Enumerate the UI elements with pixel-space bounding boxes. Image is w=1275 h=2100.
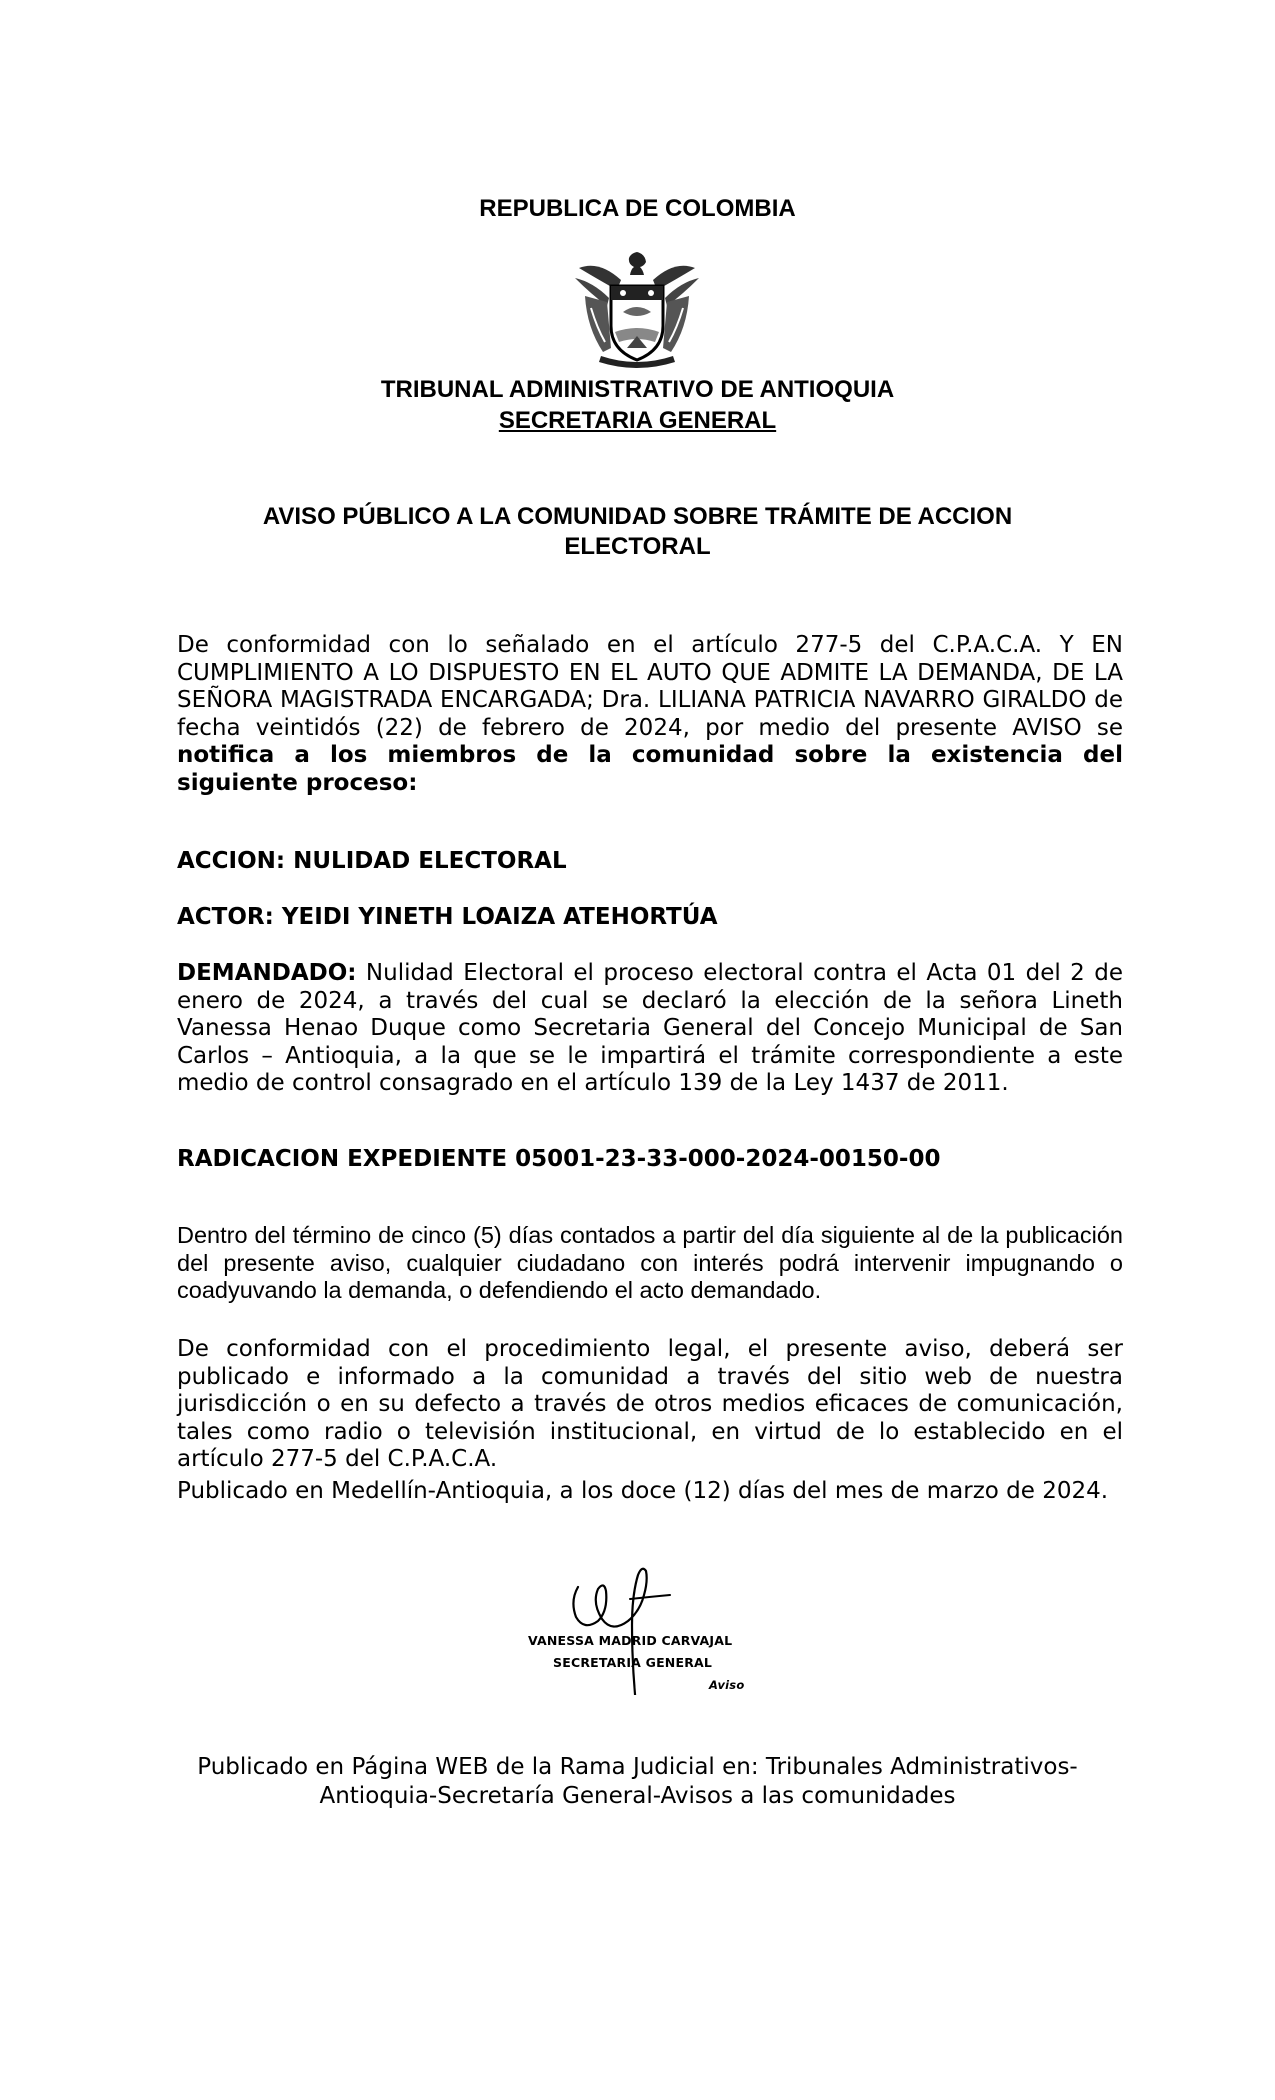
publicado-paragraph: Publicado en Medellín-Antioquia, a los doce (12) días del mes de marzo de 2024. (177, 1478, 1109, 1504)
signature-note: Aviso (709, 1678, 745, 1692)
signatory-name: VANESSA MADRID CARVAJAL (528, 1633, 733, 1648)
tribunal-heading: TRIBUNAL ADMINISTRATIVO DE ANTIOQUIA (380, 376, 895, 403)
demandado-label: DEMANDADO: (177, 960, 357, 986)
intro-paragraph (177, 632, 1123, 797)
footer-line2: Antioquia-Secretaría General-Avisos a las comunidades (319, 1783, 956, 1809)
accion-line: ACCION: NULIDAD ELECTORAL (177, 848, 567, 874)
intro-text: De conformidad con lo señalado en el artículo 277-5 del C.P.A.C.A. Y EN CUMPLIMIENTO A LO DISPUESTO EN EL AUTO QUE ADMITE LA DEMANDA, DE LA SEÑORA MAGISTRADA ENCARGADA; Dra. LILIANA PATRICIA NAVARRO GIRALDO de fecha veintidós (22) de febrero de 2024, por medio del presente AVISO se (177, 632, 1123, 741)
office-heading: SECRETARIA GENERAL (498, 407, 777, 434)
office-heading-wrap (0, 407, 1275, 435)
signatory-role: SECRETARIA GENERAL (553, 1655, 713, 1670)
demandado-text: Nulidad Electoral el proceso electoral contra el Acta 01 del 2 de enero de 2024, a través del cual se declaró la elección de la señora Lineth Vanessa Henao Duque como Secretaria General del Concejo Municipal de San Carlos – Antioquia, a la que se le impartirá el trámite correspondiente a este medio de control consagrado en el artículo 139 de la Ley 1437 de 2011. (177, 960, 1123, 1096)
country-heading: REPUBLICA DE COLOMBIA (479, 195, 796, 222)
actor-line: ACTOR: YEIDI YINETH LOAIZA ATEHORTÚA (177, 904, 718, 930)
intro-bold-text: notifica a los miembros de la comunidad sobre la existencia del siguiente proceso: (177, 742, 1123, 796)
handwritten-signature-icon (520, 1555, 780, 1695)
demandado-paragraph (177, 960, 1123, 1098)
footer-line1: Publicado en Página WEB de la Rama Judicial en: Tribunales Administrativos- (197, 1754, 1078, 1780)
colombia-coat-of-arms-icon (571, 248, 703, 372)
notice-title-line2: ELECTORAL (564, 533, 711, 560)
radicacion-line: RADICACION EXPEDIENTE 05001-23-33-000-2024-00150-00 (177, 1146, 941, 1172)
notice-title-line1: AVISO PÚBLICO A LA COMUNIDAD SOBRE TRÁMITE DE ACCION (262, 503, 1013, 530)
termino-paragraph: Dentro del término de cinco (5) días contados a partir del día siguiente al de la publicación del presente aviso, cualquier ciudadano con interés podrá intervenir impugnando o coadyuvando la demanda, o defendiendo el acto demandado. (177, 1222, 1123, 1303)
procedimiento-paragraph: De conformidad con el procedimiento legal, el presente aviso, deberá ser publicado e informado a la comunidad a través del sitio web de nuestra jurisdicción o en su defecto a través de otros medios eficaces de comunicación, tales como radio o televisión institucional, en virtud de lo establecido en el artículo 277-5 del C.P.A.C.A. (177, 1336, 1123, 1472)
